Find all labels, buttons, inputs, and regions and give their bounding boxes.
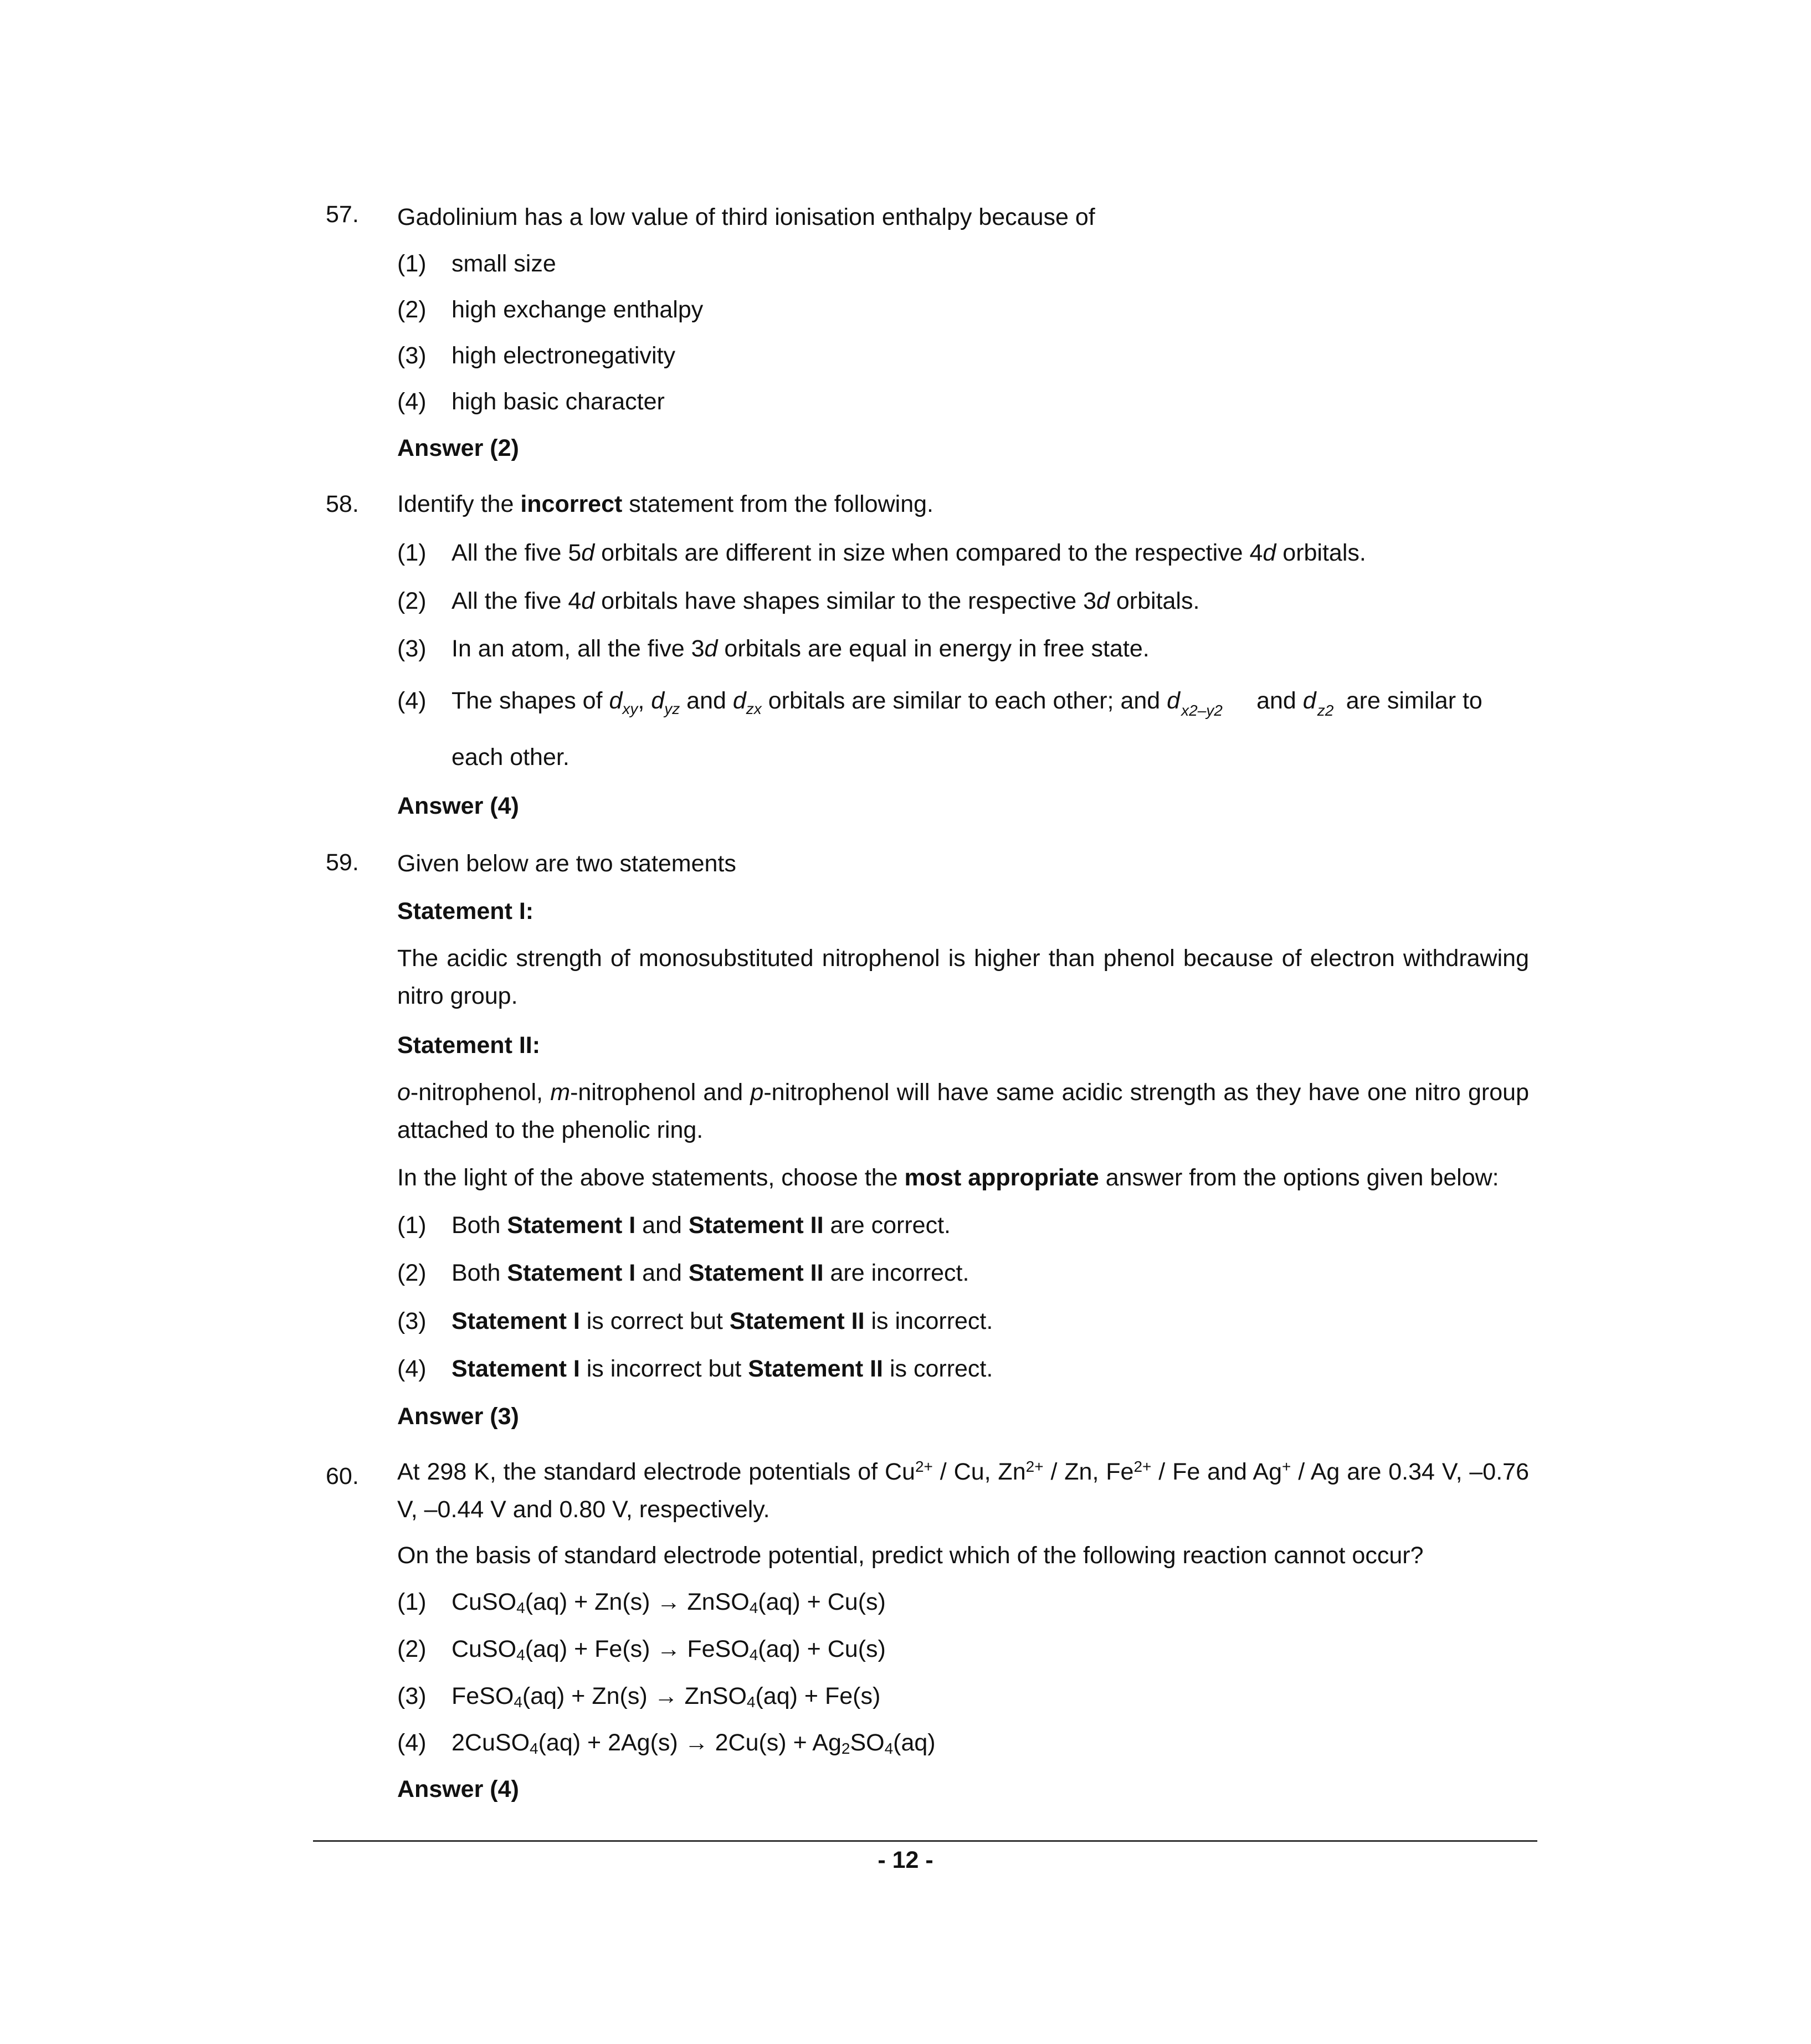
question-59-number: 59. — [326, 849, 359, 876]
statement-1-text: The acidic strength of monosubstituted nitrophenol is higher than phenol because of electron withdrawing nitro group. — [397, 945, 1529, 1009]
question-57-option-1 — [397, 250, 556, 278]
statement-1-label: Statement I: — [397, 898, 534, 925]
question-57-stem: Gadolinium has a low value of third ionisation enthalpy because of — [397, 204, 1095, 230]
statement-2-label: Statement II: — [397, 1032, 541, 1059]
question-58-option-2: (2) All the five 4d orbitals have shapes similar to the respective 3d orbitals. — [397, 588, 1200, 614]
question-57-number: 57. — [326, 201, 359, 228]
question-60-stem: At 298 K, the standard electrode potentials of $Cu^{2+}$ / Cu, $Zn^{2+}$ / Zn, $Fe^{2+}$ / Fe and Ag+ / Ag are 0.34 V, –0.76 V, –0.44 V and 0.80 V, respectively. — [397, 1458, 1529, 1523]
question-58-option-4-continued: each other. — [452, 744, 570, 771]
option-number: (4) — [397, 388, 427, 415]
question-58-option-4: (4) The shapes of $d_{xy}$, $d_{yz}$ and $d_{zx}$ orbitals are similar to each other; and d x2–y2 and d z2 are similar to — [397, 687, 1482, 719]
question-57-answer: Answer (2) — [397, 435, 519, 461]
question-59-instruction: In the light of the above statements, choose the most appropriate answer from the options given below: — [397, 1164, 1499, 1191]
question-58-option-1: (1) All the five 5d orbitals are different in size when compared to the respective 4d orbitals. — [397, 540, 1366, 566]
option-text: high electronegativity — [452, 342, 675, 369]
option-text: high basic character — [452, 388, 665, 415]
question-59-stem: Given below are two statements — [397, 850, 736, 877]
d-z2-orbital: d z2 — [1302, 687, 1334, 719]
question-58-option-3: (3) In an atom, all the five 3d orbitals are equal in energy in free state. — [397, 635, 1150, 662]
question-58-stem: Identify the incorrect statement from the following. — [397, 491, 933, 517]
statement-2-text: o-nitrophenol, m-nitrophenol and p-nitrophenol will have same acidic strength as they have one nitro group attached to the phenolic ring. — [397, 1079, 1529, 1143]
question-60-number: 60. — [326, 1463, 359, 1490]
page-number: - 12 - — [878, 1847, 933, 1873]
question-60-option-4: (4) 2CuSO$_4$(aq) + $2Ag(s) \to 2Cu(s) + Ag_2SO_4(aq)$ — [397, 1729, 936, 1757]
question-60-stem-2: On the basis of standard electrode potential, predict which of the following reaction cannot occur? — [397, 1542, 1424, 1569]
option-text: small size — [452, 250, 556, 277]
question-59-answer: Answer (3) — [397, 1403, 519, 1430]
question-58-answer: Answer (4) — [397, 793, 519, 819]
question-60-option-3: (3) FeSO$_4$(aq) + Zn(s) → ZnSO$_4$(aq) + Fe(s) — [397, 1683, 881, 1711]
option-text: high exchange enthalpy — [452, 296, 704, 323]
question-57-option-2 — [397, 296, 703, 323]
question-60-answer: Answer (4) — [397, 1776, 519, 1802]
question-60-option-1: (1) CuSO$_4$(aq) + Zn(s) → ZnSO$_4$(aq) + Cu(s) — [397, 1589, 886, 1616]
question-59-option-2: (2) Both Statement I and Statement II are incorrect. — [397, 1260, 969, 1286]
option-number: (2) — [397, 296, 427, 323]
question-60-option-2: (2) CuSO$_4$(aq) + Fe(s) → FeSO$_4$(aq) + Cu(s) — [397, 1636, 886, 1663]
question-57-option-4 — [397, 388, 665, 415]
option-number: (1) — [397, 250, 427, 277]
footer-divider — [313, 1840, 1537, 1842]
question-59-option-3: (3) Statement I is correct but Statement II is incorrect. — [397, 1308, 993, 1334]
question-59-option-4: (4) Statement I is incorrect but Statement II is correct. — [397, 1355, 993, 1382]
question-58-number: 58. — [326, 491, 359, 517]
question-59-option-1: (1) Both Statement I and Statement II are correct. — [397, 1212, 951, 1239]
question-57-option-3 — [397, 342, 675, 369]
option-number: (3) — [397, 342, 427, 369]
d-x2-y2-orbital: d x2–y2 — [1167, 687, 1223, 719]
